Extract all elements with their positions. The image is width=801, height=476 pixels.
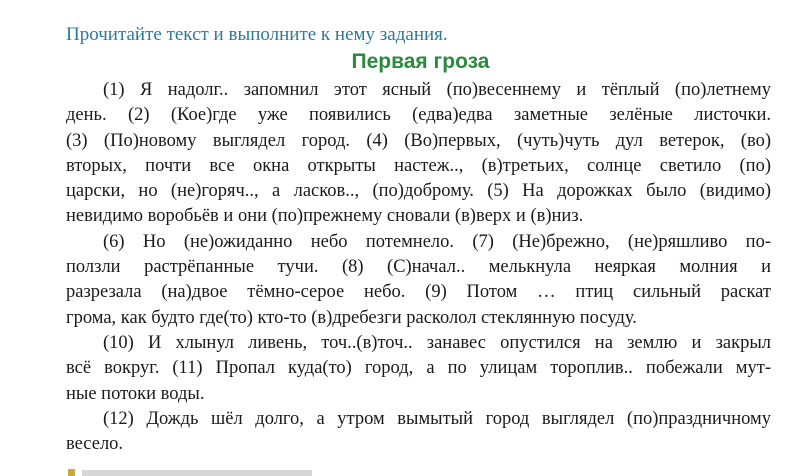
text-line: ные потоки воды. [66, 383, 205, 404]
task-instruction: Прочитайте текст и выполните к нему задания. [66, 24, 448, 45]
text-line: (10) И хлынул ливень, точ..(в)точ.. занавес опустился на землю и закрыл [103, 332, 771, 353]
text-line: (12) Дождь шёл долго, а утром вымытый город выглядел (по)праздничному [103, 408, 771, 429]
text-line: день. (2) (Кое)где уже появились (едва)едва заметные зелёные листочки. [66, 105, 771, 126]
text-line: вторых, почти все окна открыты настеж.., (в)третьих, солнце светило (по) [66, 155, 771, 176]
text-line: (1) Я надолг.. запомнил этот ясный (по)весеннему и тёплый (по)летнему [103, 80, 771, 100]
text-line: всё вокруг. (11) Пропал куда(то) город, а по улицам тороплив.. побежали мут- [66, 358, 771, 379]
text-line: царски, но (не)горяч.., а ласков.., (по)доброму. (5) На дорожках было (видимо) [66, 181, 771, 202]
bullet-icon [68, 469, 75, 476]
text-line: ползли растрёпанные тучи. (8) (С)начал.. мелькнула неяркая молния и [66, 257, 771, 278]
text-line: весело. [66, 434, 124, 455]
text-line: (6) Но (не)ожиданно небо потемнело. (7) (Не)брежно, (не)ряшливо по- [103, 231, 771, 252]
text-title [0, 50, 801, 74]
text-line: (3) (По)новому выглядел город. (4) (Во)первых, (чуть)чуть дул ветерок, (во) [66, 130, 771, 151]
text-title-label: Первая гроза [351, 50, 490, 73]
text-body [66, 78, 771, 457]
text-line: грома, как будто где(то) кто-то (в)дребезги расколол стеклянную посуду. [66, 307, 637, 328]
text-line: невидимо воробьёв и они (по)прежнему сновали (в)верх и (в)низ. [66, 206, 584, 227]
cut-off-heading-placeholder [82, 470, 312, 476]
cut-off-next-section [66, 466, 326, 476]
text-line: разрезала (на)двое тёмно-серое небо. (9) Потом … птиц сильный раскат [66, 282, 771, 303]
